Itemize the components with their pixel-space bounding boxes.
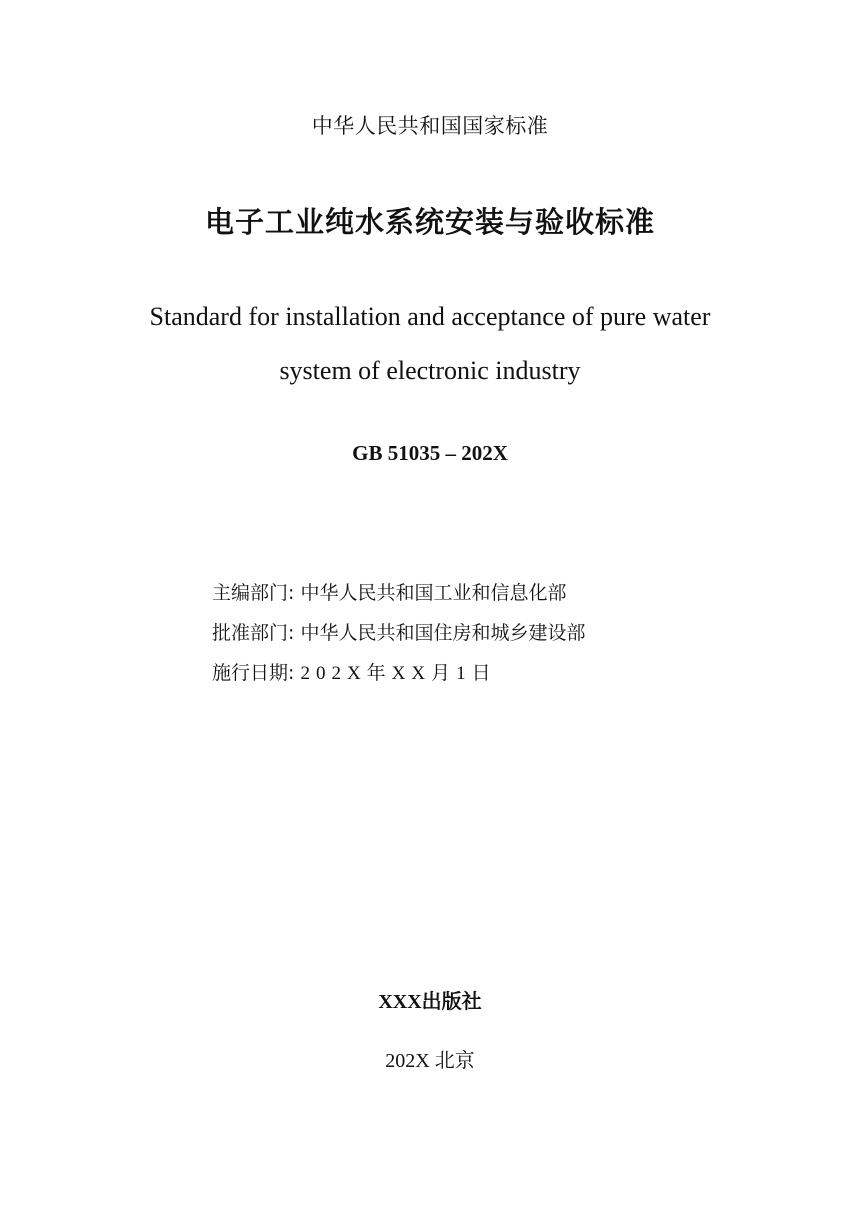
national-standard-label: 中华人民共和国国家标准: [311, 114, 549, 138]
approver-value: 中华人民共和国住房和城乡建设部: [300, 622, 586, 644]
date-value: 202X年XX月1日: [300, 663, 497, 684]
title-chinese: 电子工业纯水系统安装与验收标准: [204, 205, 655, 239]
date-row: [212, 658, 585, 698]
standard-code: GB 51035 – 202X: [352, 441, 508, 465]
publisher: XXX出版社: [378, 991, 482, 1013]
publication-place: 202X 北京: [385, 1050, 475, 1072]
editor-label: 主编部门:: [212, 582, 295, 604]
editor-row: [212, 578, 585, 618]
title-english-line-2: system of electronic industry: [279, 356, 581, 385]
approver-row: [212, 618, 585, 658]
title-english: [0, 290, 860, 398]
title-english-line-1: Standard for installation and acceptance of pure water: [149, 302, 711, 331]
approver-label: 批准部门:: [212, 622, 295, 644]
meta-block: [212, 578, 585, 698]
date-label: 施行日期:: [212, 662, 295, 684]
editor-value: 中华人民共和国工业和信息化部: [300, 582, 567, 604]
